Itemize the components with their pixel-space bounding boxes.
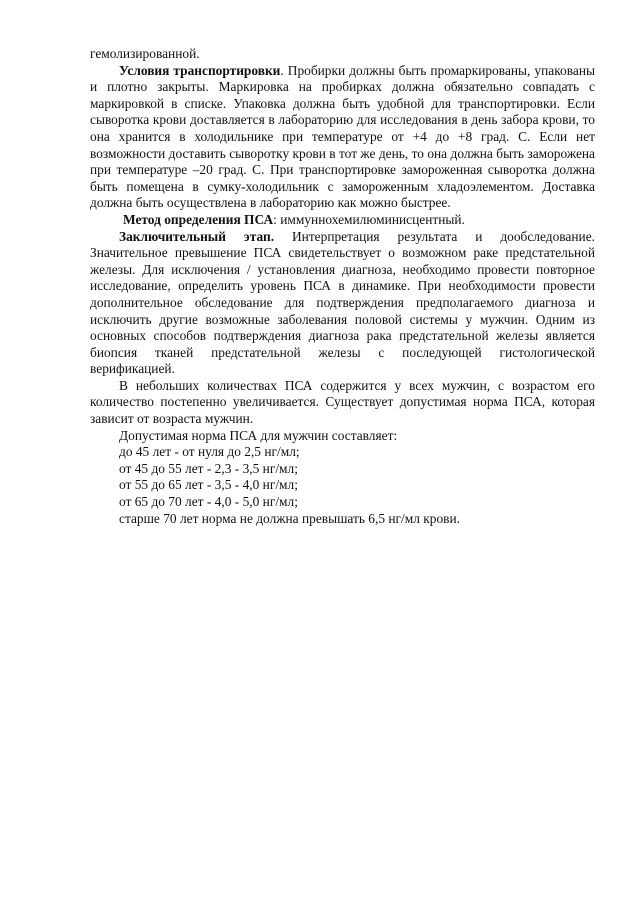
paragraph-psa-age: В небольших количествах ПСА содержится у всех мужчин, с возрастом его количество постепенно увеличивается. Существует допустимая норма ПСА, которая зависит от возраста мужчин. [90,377,595,427]
paragraph-continuation: гемолизированной. [90,46,200,61]
norm-item: старше 70 лет норма не должна превышать 6,5 нг/мл крови. [119,510,461,526]
norm-item: от 55 до 65 лет - 3,5 - 4,0 нг/мл; [119,477,298,493]
norm-item: до 45 лет - от нуля до 2,5 нг/мл; [119,444,300,460]
heading-transport-conditions: Условия транспортировки [119,62,281,78]
heading-final-stage: Заключительный этап. [119,228,275,244]
norm-intro: Допустимая норма ПСА для мужчин составляет: [119,427,398,443]
paragraph-transport-conditions [90,63,595,212]
paragraph-method [90,212,595,229]
text-final-stage: Интерпретация результата и дообследование. Значительное превышение ПСА свидетельствует о возможном раке предстательной железы. Для исключения / установления диагноза, необходимо провести повторное исследование, определить уровень ПСА в динамике. При необходимости провести дополнительное обследование для подтверждения предполагаемого диагноза и исключить другие возможные заболевания половой системы у мужчин. Одним из основных способов подтверждения диагноза рака предстательной железы является биопсия тканей предстательной железы с последующей гистологической верификацией. [90,228,595,377]
heading-method: Метод определения ПСА [123,211,274,227]
norm-item: от 65 до 70 лет - 4,0 - 5,0 нг/мл; [119,494,298,510]
text-method: : иммуннохемилюминисцентный. [273,211,465,227]
norm-item: от 45 до 55 лет - 2,3 - 3,5 нг/мл; [119,460,298,476]
text-transport-conditions: . Пробирки должны быть промаркированы, упакованы и плотно закрыты. Маркировка на пробирках должна обязательно совпадать с маркировкой в списке. Упаковка должна быть удобной для транспортировки. Если сыворотка крови доставляется в лабораторию для исследования в день забора крови, то она хранится в холодильнике при температуре от +4 до +8 град. С. Если нет возможности доставить сыворотку крови в тот же день, то она должна быть заморожена при температуре –20 град. С. При транспортировке замороженная сыворотка должна быть помещена в сумку-холодильник с замороженным хладоэлементом. Доставка должна быть осуществлена в лабораторию как можно быстрее. [90,62,595,211]
document-page [90,46,595,527]
paragraph-final-stage [90,229,595,378]
